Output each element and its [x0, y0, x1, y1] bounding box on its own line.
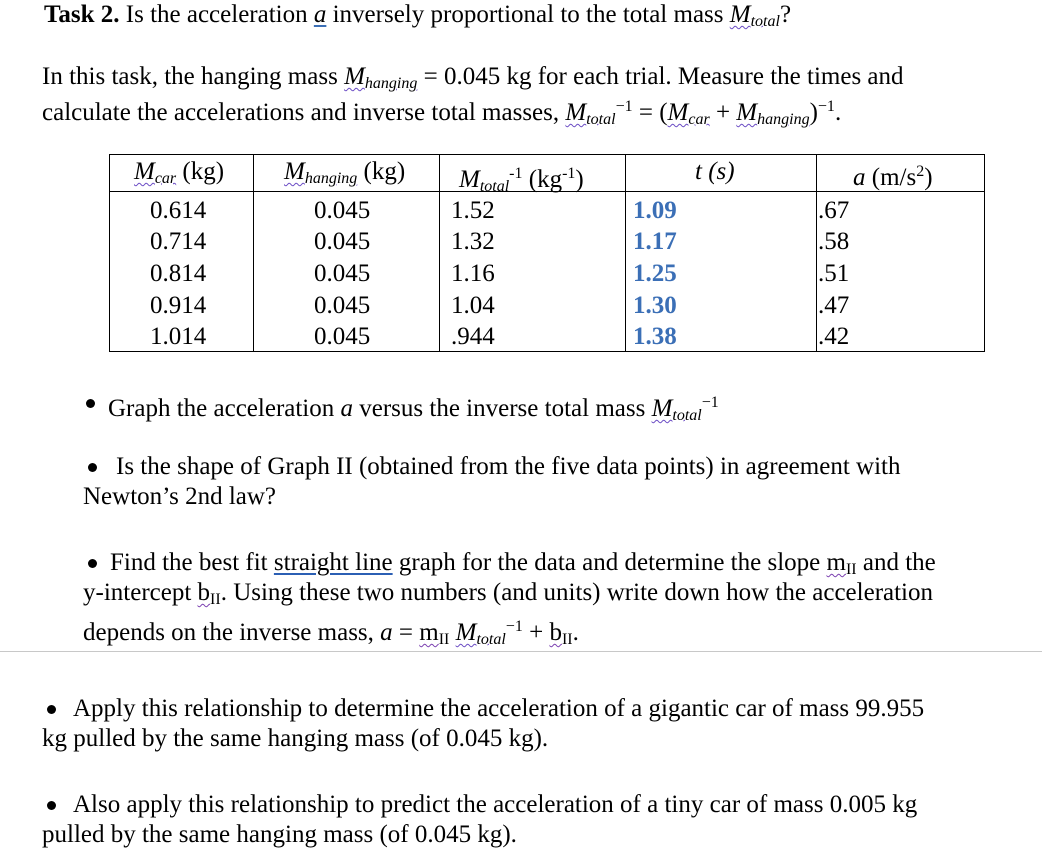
- bullet-dot: [47, 705, 56, 714]
- intro-line-1: In this task, the hanging mass $M_{hanging} = 0.045$ kg for each trial. Measure the times and: [42, 63, 904, 92]
- header-inverse-mtotal: $M_{total}^{-1}$ $(kg^{-1})$: [459, 165, 584, 195]
- bullet-dot: [47, 801, 56, 810]
- header-acceleration: a $(m/s^2)$: [853, 163, 933, 191]
- intro-line-2: calculate the accelerations and inverse total masses, $M_{total}^{-1} = (M_{car} + M_{hanging})^{-1}$.: [42, 98, 842, 128]
- straight-line-link[interactable]: straight line: [273, 549, 393, 576]
- page-divider: [0, 651, 1042, 652]
- bullet-dot: [86, 399, 95, 408]
- bullet-tiny-car-line-1: Also apply this relationship to predict the acceleration of a tiny car of mass 0.005 kg: [73, 791, 918, 818]
- bullet-best-fit-line-2: y-intercept $b_{II}$. Using these two numbers (and units) write down how the acceleration: [83, 579, 934, 608]
- data-table: $M_{car}$ (kg) $M_{hanging}$ (kg) $M_{total}^{-1}$ $(kg^{-1})$ t (s) a $(m/s^2)$ 0.614 0.045 1.52 1.09 .67 0.714 0.045 1.32 1.17 .58 0.814 0.045 1.16 1.25 .51 0.914 0.045 1.04 1.30 .47 1.014 0.045 .944 1.38 .42: [109, 154, 985, 352]
- header-mhanging: $M_{hanging}$ (kg): [284, 158, 406, 187]
- header-time: t (s): [695, 158, 735, 185]
- bullet-best-fit-line-3: depends on the inverse mass, $a = m_{II}$ $M_{total}^{-1} + b_{II}$.: [83, 618, 579, 648]
- bullet-tiny-car-line-2: pulled by the same hanging mass (of 0.045 kg).: [42, 821, 517, 848]
- bullet-shape-question-line-2: Newton’s 2nd law?: [83, 483, 277, 510]
- bullet-gigantic-car-line-1: Apply this relationship to determine the acceleration of a gigantic car of mass 99.955: [73, 695, 925, 722]
- bullet-best-fit-line-1: Find the best fit straight line graph for the data and determine the slope $m_{II}$ and the: [110, 549, 936, 578]
- bullet-shape-question-line-1: Is the shape of Graph II (obtained from the five data points) in agreement with: [116, 453, 901, 480]
- bullet-dot: [88, 463, 97, 472]
- task-label: Task 2.: [44, 1, 120, 28]
- header-mcar: $M_{car}$ (kg): [134, 158, 225, 187]
- bullet-dot: [88, 559, 97, 568]
- bullet-graph-instruction: Graph the acceleration a versus the inverse total mass $M_{total}^{-1}$: [108, 394, 719, 424]
- bullet-gigantic-car-line-2: kg pulled by the same hanging mass (of 0.045 kg).: [42, 725, 549, 752]
- task-title: Task 2. Is the acceleration a inversely proportional to the total mass $M_{total}$?: [44, 1, 792, 30]
